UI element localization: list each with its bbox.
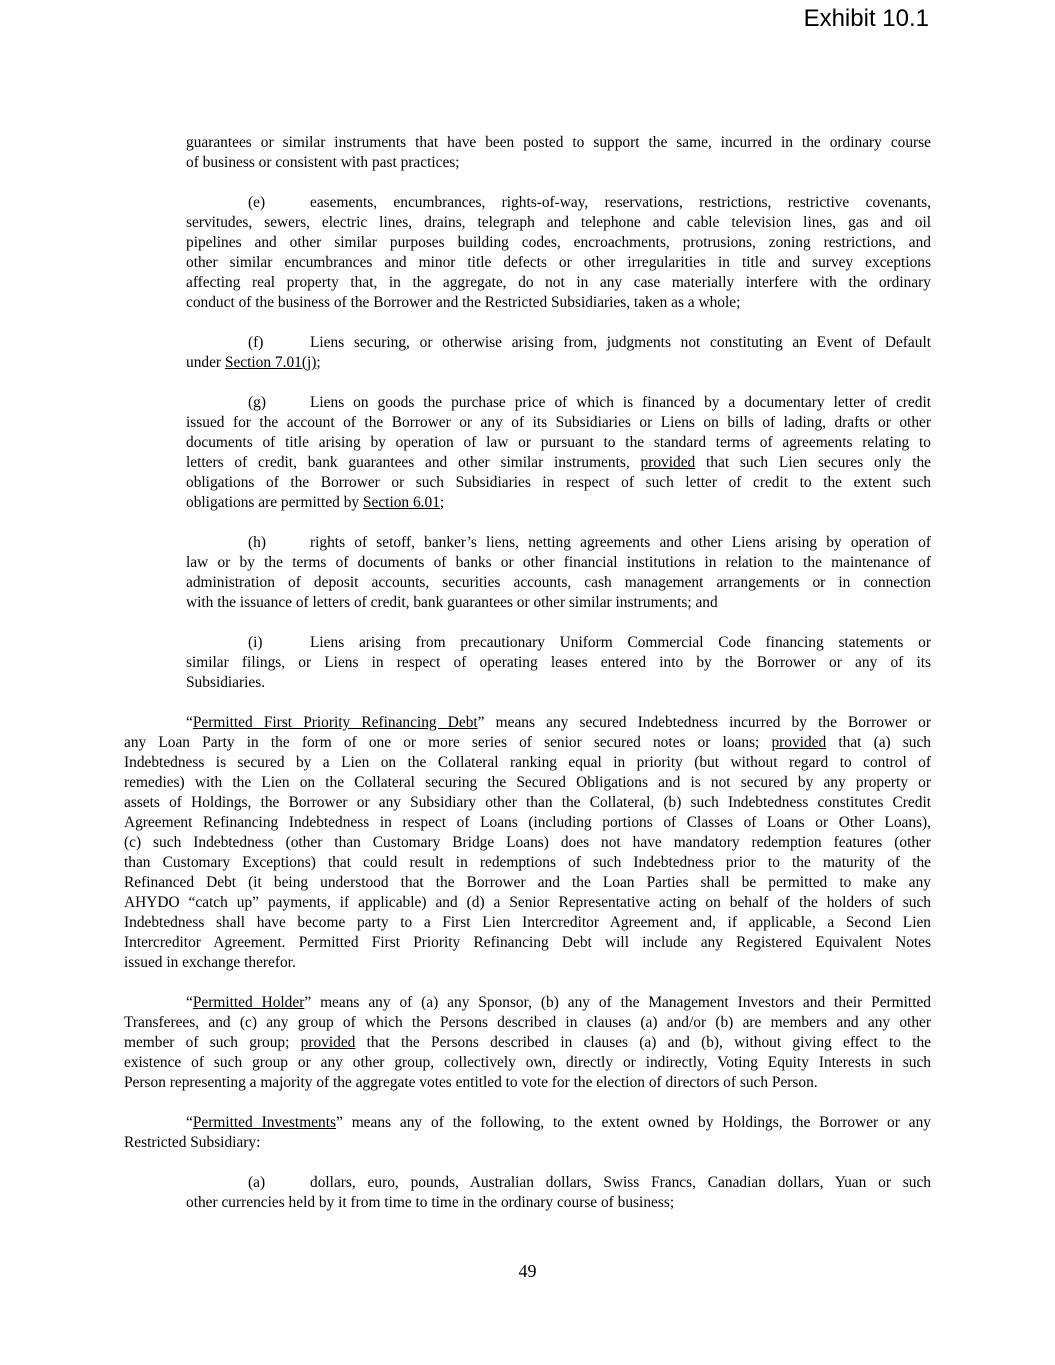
proviso-term: provided bbox=[771, 734, 827, 751]
text-fragment: that (a) such bbox=[826, 734, 932, 751]
proviso-term: provided bbox=[300, 1034, 356, 1051]
definition-permitted-holder bbox=[124, 993, 931, 1093]
text-line: administration of deposit accounts, securities accounts, cash management arrangements or in connection bbox=[186, 574, 931, 591]
section-reference[interactable]: Section 7.01(j) bbox=[224, 354, 317, 371]
text-fragment: ; bbox=[316, 354, 321, 371]
text-line: Person representing a majority of the aggregate votes entitled to vote for the election of directors of such Person. bbox=[124, 1074, 818, 1091]
section-reference[interactable]: Section 6.01 bbox=[362, 494, 440, 511]
text-fragment: that the Persons described in clauses (a) and (b), without giving effect to the bbox=[355, 1034, 932, 1051]
text-fragment: under bbox=[186, 354, 225, 371]
clause-label: (f) bbox=[248, 334, 264, 351]
defined-term: Permitted First Priority Refinancing Debt bbox=[192, 714, 478, 731]
text-line: Restricted Subsidiary: bbox=[124, 1134, 261, 1151]
clause-g bbox=[186, 393, 931, 513]
proviso-term: provided bbox=[640, 454, 696, 471]
text-line: than Customary Exceptions) that could result in redemptions of such Indebtedness prior to the maturity of the bbox=[124, 854, 931, 871]
clause-a bbox=[186, 1173, 931, 1213]
text-fragment: “ bbox=[186, 994, 193, 1011]
clause-label: (a) bbox=[248, 1174, 266, 1191]
text-line: documents of title arising by operation of law or pursuant to the standard terms of agreements relating to bbox=[186, 434, 931, 451]
text-line: existence of such group or any other group, collectively own, directly or indirectly, Voting Equity Interests in such bbox=[124, 1054, 931, 1071]
continuation-paragraph bbox=[186, 133, 931, 173]
defined-term: Permitted Holder bbox=[192, 994, 305, 1011]
text-line: with the issuance of letters of credit, bank guarantees or other similar instruments; and bbox=[186, 594, 718, 611]
clause-i bbox=[186, 633, 931, 693]
clause-h bbox=[186, 533, 931, 613]
text-line: of business or consistent with past practices; bbox=[186, 154, 460, 171]
text-line: Liens securing, or otherwise arising from, judgments not constituting an Event of Default bbox=[310, 334, 931, 351]
text-line: rights of setoff, banker’s liens, netting agreements and other Liens arising by operation of bbox=[310, 534, 931, 551]
text-fragment: ” means any secured Indebtedness incurred by the Borrower or bbox=[477, 714, 931, 731]
clause-label: (h) bbox=[248, 534, 266, 551]
text-fragment: ” means any of the following, to the extent owned by Holdings, the Borrower or any bbox=[335, 1114, 931, 1131]
text-line: Refinanced Debt (it being understood that the Borrower and the Loan Parties shall be permitted to make any bbox=[124, 874, 931, 891]
text-line: guarantees or similar instruments that have been posted to support the same, incurred in the ordinary course bbox=[186, 134, 931, 151]
text-fragment: any Loan Party in the form of one or more series of senior secured notes or loans; bbox=[124, 734, 772, 751]
text-line: other similar encumbrances and minor title defects or other irregularities in title and survey exceptions bbox=[186, 254, 931, 271]
text-line: assets of Holdings, the Borrower or any Subsidiary other than the Collateral, (b) such Indebtedness constitutes Credit bbox=[124, 794, 931, 811]
text-line: Liens on goods the purchase price of which is financed by a documentary letter of credit bbox=[310, 394, 931, 411]
text-fragment: “ bbox=[186, 1114, 193, 1131]
clause-e bbox=[186, 193, 931, 313]
text-fragment: that such Lien secures only the bbox=[695, 454, 931, 471]
text-line: conduct of the business of the Borrower and the Restricted Subsidiaries, taken as a whole; bbox=[186, 294, 741, 311]
text-fragment: ” means any of (a) any Sponsor, (b) any of the Management Investors and their Permitted bbox=[304, 994, 931, 1011]
text-fragment: ; bbox=[439, 494, 445, 511]
definition-permitted-first-priority-refinancing-debt bbox=[124, 713, 931, 973]
text-line: AHYDO “catch up” payments, if applicable) and (d) a Senior Representative acting on behalf of the holders of such bbox=[124, 894, 931, 911]
clause-label: (i) bbox=[248, 634, 263, 651]
text-line: Transferees, and (c) any group of which the Persons described in clauses (a) and/or (b) are members and any other bbox=[124, 1014, 931, 1031]
text-line: affecting real property that, in the aggregate, do not in any case materially interfere with the ordinary bbox=[186, 274, 931, 291]
text-line: dollars, euro, pounds, Australian dollars, Swiss Francs, Canadian dollars, Yuan or such bbox=[310, 1174, 931, 1191]
clause-label: (g) bbox=[248, 394, 266, 411]
text-line: servitudes, sewers, electric lines, drains, telegraph and telephone and cable television lines, gas and oil bbox=[186, 214, 931, 231]
text-fragment: obligations are permitted by bbox=[186, 494, 363, 511]
text-line: easements, encumbrances, rights-of-way, reservations, restrictions, restrictive covenants, bbox=[310, 194, 931, 211]
text-line: Subsidiaries. bbox=[186, 674, 266, 691]
clause-f bbox=[186, 333, 931, 373]
clause-label: (e) bbox=[248, 194, 266, 211]
text-line: issued in exchange therefor. bbox=[124, 954, 296, 971]
text-line: Indebtedness is secured by a Lien on the Collateral ranking equal in priority (but without regard to control of bbox=[124, 754, 931, 771]
text-line: issued for the account of the Borrower or any of its Subsidiaries or Liens on bills of lading, drafts or other bbox=[186, 414, 931, 431]
text-line: pipelines and other similar purposes building codes, encroachments, protrusions, zoning restrictions, and bbox=[186, 234, 931, 251]
text-fragment: letters of credit, bank guarantees and other similar instruments, bbox=[186, 454, 641, 471]
page-number: 49 bbox=[518, 1261, 537, 1281]
exhibit-label: Exhibit 10.1 bbox=[803, 5, 929, 32]
text-line: Indebtedness shall have become party to a First Lien Intercreditor Agreement and, if applicable, a Second Lien bbox=[124, 914, 931, 931]
document-body bbox=[0, 133, 1055, 1233]
text-line: other currencies held by it from time to time in the ordinary course of business; bbox=[186, 1194, 675, 1211]
definition-permitted-investments bbox=[124, 1113, 931, 1153]
text-fragment: member of such group; bbox=[124, 1034, 301, 1051]
text-line: obligations of the Borrower or such Subsidiaries in respect of such letter of credit to the extent such bbox=[186, 474, 931, 491]
text-line: (c) such Indebtedness (other than Customary Bridge Loans) does not have mandatory redemption features (other bbox=[124, 834, 931, 851]
text-line: Agreement Refinancing Indebtedness in respect of Loans (including portions of Classes of Loans or Other Loans), bbox=[124, 814, 931, 831]
text-line: Intercreditor Agreement. Permitted First Priority Refinancing Debt will include any Registered Equivalent Notes bbox=[124, 934, 931, 951]
text-line: Liens arising from precautionary Uniform Commercial Code financing statements or bbox=[310, 634, 931, 651]
text-line: similar filings, or Liens in respect of operating leases entered into by the Borrower or any of its bbox=[186, 654, 931, 671]
text-line: law or by the terms of documents of banks or other financial institutions in relation to the maintenance of bbox=[186, 554, 931, 571]
defined-term: Permitted Investments bbox=[192, 1114, 336, 1131]
text-fragment: “ bbox=[186, 714, 193, 731]
text-line: remedies) with the Lien on the Collateral securing the Secured Obligations and is not secured by any property or bbox=[124, 774, 931, 791]
